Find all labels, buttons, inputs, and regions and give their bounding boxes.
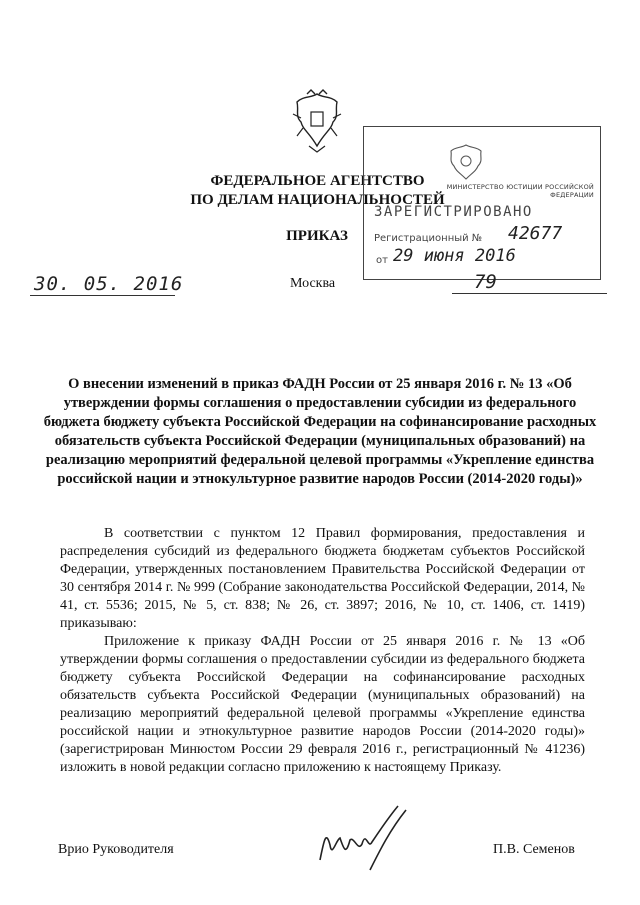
stamp-date-value: 29 июня 2016 xyxy=(393,246,516,266)
document-type: ПРИКАЗ xyxy=(286,228,348,244)
order-title: О внесении изменений в приказ ФАДН России от 25 января 2016 г. № 13 «Об утверждении формы соглашения о предоставлении субсидии из федерального бюджета бюджету субъекта Российской Федерации на софинансирование расходных обязательств субъекта Российской Федерации (муниципальных образований) на реализацию мероприятий федеральной целевой программы «Укрепление единства российской нации и этнокультурное развитие народов России (2014-2020 годы)» xyxy=(43,376,597,487)
number-underline xyxy=(452,293,607,294)
order-body xyxy=(60,525,585,777)
stamp-from-label: от xyxy=(376,255,388,266)
stamp-ministry-text: МИНИСТЕРСТВО ЮСТИЦИИ РОССИЙСКОЙ ФЕДЕРАЦИИ xyxy=(446,183,594,199)
stamp-registered-text: ЗАРЕГИСТРИРОВАНО xyxy=(374,204,533,220)
signatory-name: П.В. Семенов xyxy=(493,842,575,857)
stamp-regnum-value: 42677 xyxy=(508,223,563,244)
handwritten-signature xyxy=(310,800,420,880)
date-underline xyxy=(30,295,175,296)
stamp-regnum-label: Регистрационный № xyxy=(374,233,483,244)
agency-name-line1: ФЕДЕРАЛЬНОЕ АГЕНТСТВО xyxy=(210,173,425,189)
agency-name-line2: ПО ДЕЛАМ НАЦИОНАЛЬНОСТЕЙ xyxy=(190,192,445,208)
order-date: 30. 05. 2016 xyxy=(34,273,184,295)
body-paragraph-1: В соответствии с пунктом 12 Правил формирования, предоставления и распределения субсидий из федерального бюджета бюджетам субъектов Российской Федерации, утвержденных постановлением Правительства Российской Федерации от 30 сентября 2014 г. № 999 (Собрание законодательства Российской Федерации, 2014, № 41, ст. 5536; 2015, № 5, ст. 838; № 26, ст. 3897; 2016, № 10, ст. 1406, ст. 1419) приказываю: xyxy=(60,526,585,631)
order-city: Москва xyxy=(290,276,336,291)
stamp-emblem-icon xyxy=(444,139,488,181)
body-paragraph-2: Приложение к приказу ФАДН России от 25 января 2016 г. № 13 «Об утверждении формы соглашения о предоставлении субсидии из федерального бюджета бюджету субъекта Российской Федерации на софинансирование расходных обязательств субъекта Российской Федерации (муниципальных образований) на реализацию мероприятий федеральной целевой программы «Укрепление единства российской нации и этнокультурное развитие народов России (2014-2020 годы)» (зарегистрирован Минюстом России 29 февраля 2016 г., регистрационный № 41236) изложить в новой редакции согласно приложению к настоящему Приказу. xyxy=(60,634,585,775)
signatory-position: Врио Руководителя xyxy=(58,842,174,857)
order-number: 79 xyxy=(474,271,497,293)
coat-of-arms-icon xyxy=(289,88,345,154)
